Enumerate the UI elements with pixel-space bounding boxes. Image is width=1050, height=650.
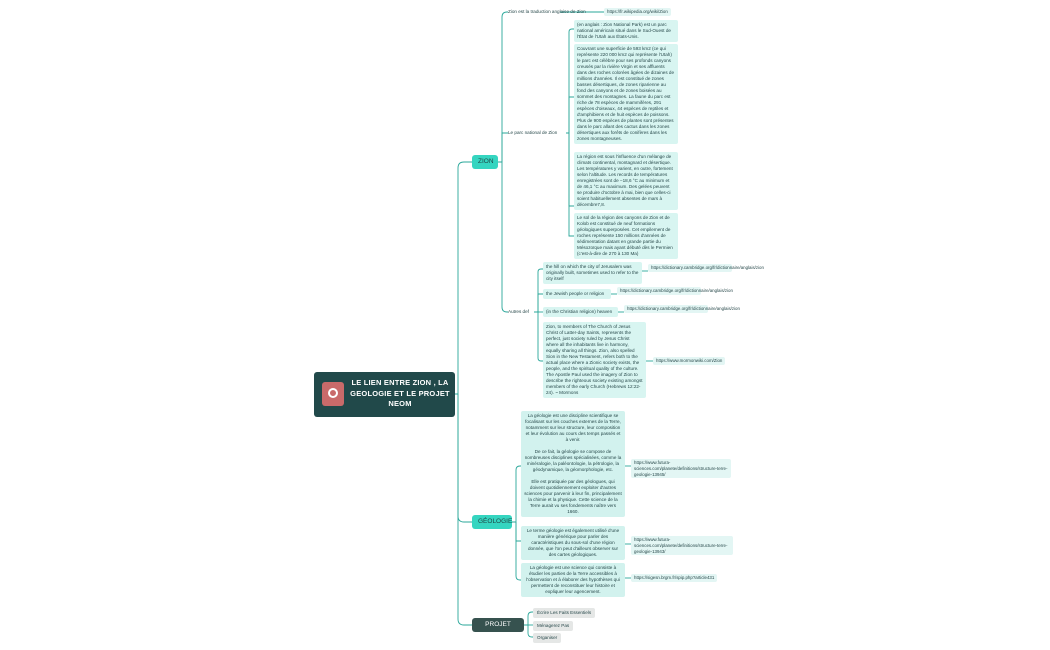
geologie-link-3[interactable]: https://sigesn.brgm.fr/spip.php?article431: [631, 574, 717, 582]
geologie-note-1-p3: Elle est pratiquée par des géologues, qui doivent quotidiennement exploiter d'autres sciences pour parvenir à leur fin, principalement la chimie et la physique. Cette science de la Terre aurait vu ses fondements naître vers 1660.: [524, 479, 622, 514]
neom-item-1[interactable]: Écrire Les Faits Essentiels: [533, 608, 595, 618]
parc-note-3[interactable]: La région est sous l'influence d'un mélange de climats continental, montagnard et désertique. Les températures y varient, en outre, fortement selon l'altitude. Les records de températures enregistrées sont de −18,6 °C au minimum et de 46,1 °C au maximum. Des gelées peuvent se produire d'octobre à mai, bien que celles-ci soient habituellement absentes de mars à décembre7,8.: [574, 152, 678, 210]
geologie-note-1[interactable]: [521, 411, 625, 517]
parc-national-label[interactable]: Le parc national de Zion: [508, 130, 558, 135]
def-item-3[interactable]: (in the Christian religion) heaven: [543, 307, 618, 317]
parc-note-2[interactable]: Couvrant une superficie de 593 km2 (ce qui représente 220 000 km2 qui représente l'Utah) le parc est célèbre pour ses profonds canyons creusés par la rivière Virgin et ses affluents dans des roches colorées âgées de dizaines de millions d'années. Il est constitué de zones basses désertiques, de zones riparienne au fond des canyons et de zones boisées au sommet des montagnes. La faune du parc est riche de 78 espèces de mammifères, 291 espèces d'oiseaux, 44 espèces de reptiles et d'amphibiens et de huit espèces de poissons. Plus de 900 espèces de plantes sont présentes dans le parc allant des cactus dans les zones désertiques aux forêts de conifères dans les zones montagneuses.: [574, 44, 678, 144]
topic-badge-icon: [322, 382, 344, 406]
def-item-4-link[interactable]: https://www.mormonwiki.com/Zion: [653, 357, 725, 365]
geologie-note-1-p1: La géologie est une discipline scientifique se focalisant sur les couches externes de la Terre, notamment sur leur structure, leur composition et leur évolution au cours des temps passés et à venir.: [525, 413, 621, 442]
topic-zion[interactable]: ZION: [472, 155, 498, 169]
autres-def-label[interactable]: Autres def: [508, 309, 529, 314]
parc-note-4[interactable]: Le sol de la région des canyons de Zion et de Kolob est constitué de neuf formations géologiques superposées. Cet empilement de roches représente 150 millions d'années de sédimentation datant en grande partie du Mésozoïque mais ayant débuté dès le Permien (c'est-à-dire de 270 à 130 Ma): [574, 213, 678, 259]
def-item-1[interactable]: the hill on which the city of Jerusalem was originally built, sometimes used to refer to the city itself: [543, 262, 642, 284]
neom-item-3[interactable]: Organiser: [533, 633, 561, 643]
geologie-link-2[interactable]: https://www.futura-sciences.com/planete/definitions/structure-terre-geologie-13943/: [631, 536, 733, 555]
parc-note-1[interactable]: (en anglais : Zion National Park) est un parc national américain situé dans le Sud-Ouest de l'État de l'Utah aux États-Unis.: [574, 20, 678, 42]
def-item-4[interactable]: Zion, to members of The Church of Jesus Christ of Latter-day Saints, represents the perfect, just society ruled by Jesus Christ where all the inhabitants live in harmony, equally sharing all things. Zion, also spelled Sion in the New Testament, refers both to the actual place where a Zionic society exists, the people, and the spiritual quality of the culture. The Apostle Paul used the imagery of Zion to describe the righteous society existing amongst members of the early Church (Hebrews 12:22-24). ~ Mormons: [543, 322, 646, 398]
geologie-link-1[interactable]: https://www.futura-sciences.com/planete/definitions/structure-terre-geologie-13945/: [631, 459, 731, 478]
def-item-1-link[interactable]: https://dictionary.cambridge.org/fr/dictionnaire/anglais/zion: [648, 264, 732, 272]
def-item-2-link[interactable]: https://dictionary.cambridge.org/fr/dictionnaire/anglais/zion: [617, 287, 701, 295]
root-topic[interactable]: [314, 372, 455, 417]
geologie-note-3[interactable]: La géologie est une science qui consiste à étudier les parties de la Terre accessibles à l'observation et à élaborer des hypothèses qui permettent de reconstituer leur histoire et expliquer leur agencement.: [521, 563, 625, 597]
root-title: LE LIEN ENTRE ZION , LA GEOLOGIE ET LE PROJET NEOM: [350, 378, 450, 408]
topic-geologie[interactable]: GÉOLOGIE: [472, 515, 512, 529]
def-item-2[interactable]: the Jewish people or religion: [543, 289, 611, 299]
topic-projet-neom[interactable]: PROJET NEOM: [472, 618, 524, 632]
geologie-note-1-p2: De ce fait, la géologie se compose de nombreuses disciplines spécialisées, comme la minéralogie, la paléontologie, la pétrologie, la géodynamique, la géomorphologie, etc.: [524, 449, 622, 472]
zion-wikipedia-link[interactable]: https://fr.wikipedia.org/wiki/Zion: [604, 8, 671, 16]
neom-item-2[interactable]: Ménagerez Pas: [533, 621, 573, 631]
geologie-note-2[interactable]: Le terme géologie est également utilisé d'une manière générique pour parler des caractéristiques du sous-sol d'une région donnée, que l'on peut d'ailleurs observer sur des cartes géologiques.: [521, 526, 625, 560]
def-item-3-link[interactable]: https://dictionary.cambridge.org/fr/dictionnaire/anglais/zion: [624, 305, 708, 313]
zion-translation-label[interactable]: Zion est la traduction anglaise de Zion: [508, 9, 586, 14]
